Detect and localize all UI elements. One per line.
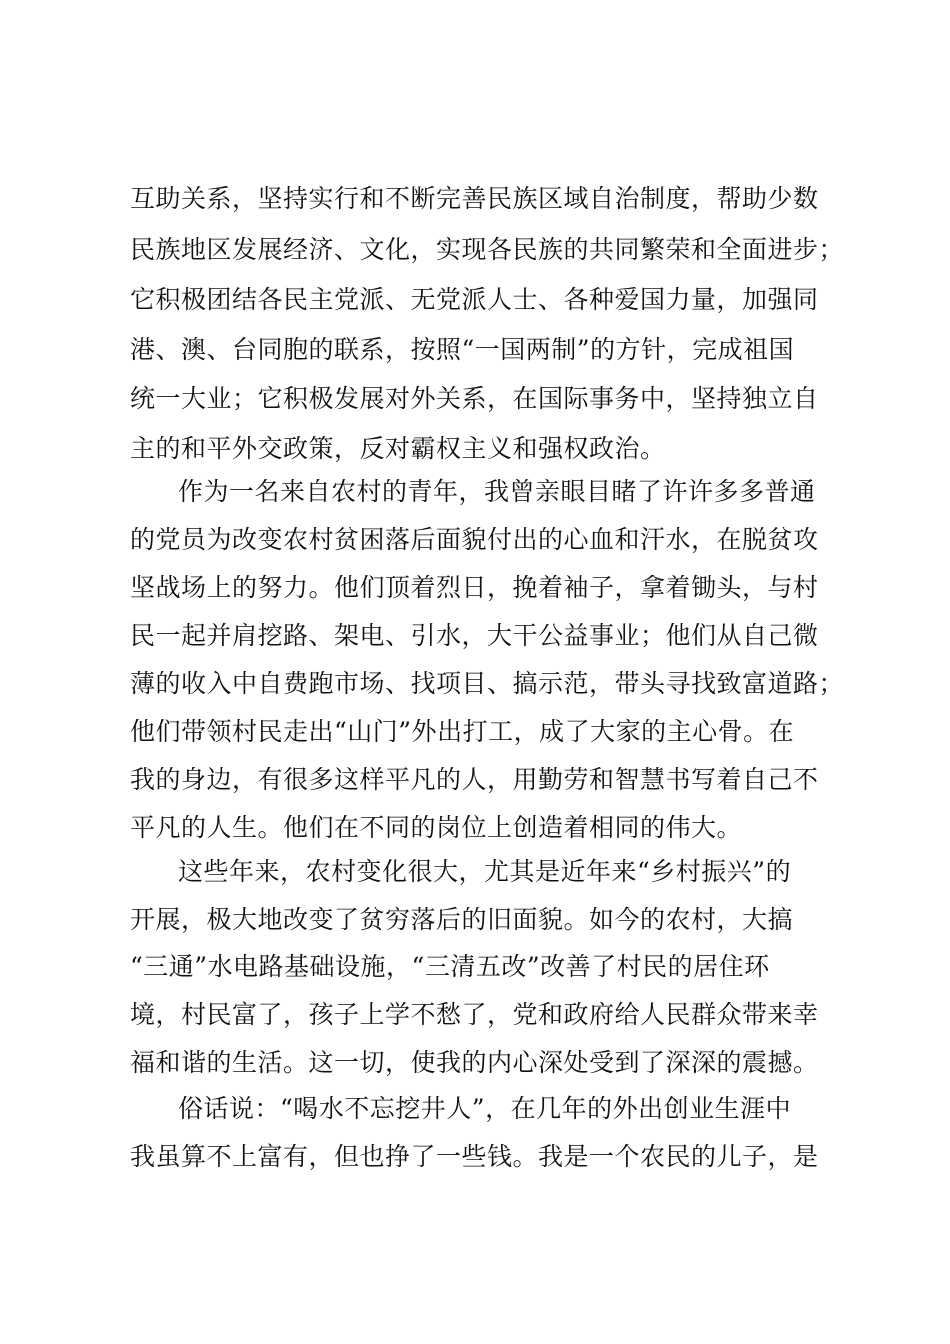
paragraph-2-line-7: 我的身边，有很多这样平凡的人，用勤劳和智慧书写着自己不	[130, 765, 819, 794]
paragraph-3-line-5: 福和谐的生活。这一切，使我的内心深处受到了深深的震撼。	[130, 1048, 819, 1077]
paragraph-1-line-3: 它积极团结各民主党派、无党派人士、各种爱国力量，加强同	[130, 285, 819, 314]
paragraph-2-line-5: 薄的收入中自费跑市场、找项目、搞示范，带头寻找致富道路；	[130, 669, 845, 698]
paragraph-2-line-3: 坚战场上的努力。他们顶着烈日，挽着袖子，拿着锄头，与村	[130, 573, 819, 602]
paragraph-2-line-2: 的党员为改变农村贫困落后面貌付出的心血和汗水，在脱贫攻	[130, 525, 819, 554]
paragraph-3-line-4: 境，村民富了，孩子上学不愁了，党和政府给人民群众带来幸	[130, 1000, 819, 1029]
paragraph-1-line-2: 民族地区发展经济、文化，实现各民族的共同繁荣和全面进步；	[130, 235, 845, 264]
paragraph-1-line-1: 互助关系，坚持实行和不断完善民族区域自治制度，帮助少数	[130, 184, 819, 213]
paragraph-1-line-5: 统一大业；它积极发展对外关系，在国际事务中，坚持独立自	[130, 384, 819, 413]
paragraph-3-line-2: 开展，极大地改变了贫穷落后的旧面貌。如今的农村，大搞	[130, 905, 794, 934]
paragraph-1-line-6: 主的和平外交政策，反对霸权主义和强权政治。	[130, 434, 666, 463]
paragraph-4-line-1: 俗话说：“喝水不忘挖井人”，在几年的外出创业生涯中	[178, 1094, 792, 1123]
paragraph-4-line-2: 我虽算不上富有，但也挣了一些钱。我是一个农民的儿子，是	[130, 1142, 819, 1171]
paragraph-2-line-4: 民一起并肩挖路、架电、引水，大干公益事业；他们从自己微	[130, 621, 819, 650]
paragraph-2-line-8: 平凡的人生。他们在不同的岗位上创造着相同的伟大。	[130, 813, 743, 842]
paragraph-2-line-1: 作为一名来自农村的青年，我曾亲眼目睹了许许多多普通	[178, 477, 816, 506]
paragraph-3-line-3: “三通”水电路基础设施，“三清五改”改善了村民的居住环	[130, 952, 770, 981]
paragraph-1-line-4: 港、澳、台同胞的联系，按照“一国两制”的方针，完成祖国	[130, 335, 795, 364]
paragraph-2-line-6: 他们带领村民走出“山门”外出打工，成了大家的主心骨。在	[130, 717, 795, 746]
paragraph-3-line-1: 这些年来，农村变化很大，尤其是近年来“乡村振兴”的	[178, 857, 792, 886]
